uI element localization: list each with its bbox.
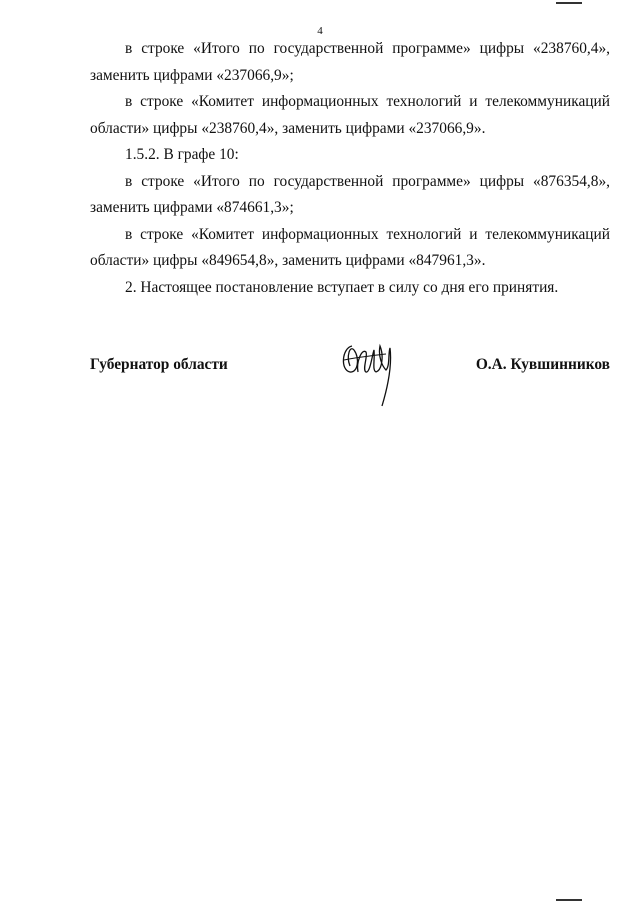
paragraph-2: в строке «Комитет информационных технологий и телекоммуникаций области» цифры «238760,4», заменить цифрами «237066,9». [90,93,610,137]
paragraph-4: в строке «Итого по государственной программе» цифры «876354,8», заменить цифрами «874661,3»; [90,172,610,216]
paragraph-5: в строке «Комитет информационных технологий и телекоммуникаций области» цифры «849654,8», заменить цифрами «847961,3». [90,225,610,269]
scan-edge-mark-top [556,0,582,4]
page-number: 4 [317,25,323,37]
paragraph-1: в строке «Итого по государственной программе» цифры «238760,4», заменить цифрами «237066,9»; [90,40,610,84]
document-body [90,36,610,301]
paragraph-3: 1.5.2. В графе 10: [125,146,239,163]
paragraph-6: 2. Настоящее постановление вступает в силу со дня его принятия. [125,278,559,296]
scan-edge-mark-bottom [556,897,582,901]
signatory-name: О.А. Кувшинников [475,356,610,373]
handwritten-signature [338,336,398,411]
signatory-position: Губернатор области [90,356,228,373]
